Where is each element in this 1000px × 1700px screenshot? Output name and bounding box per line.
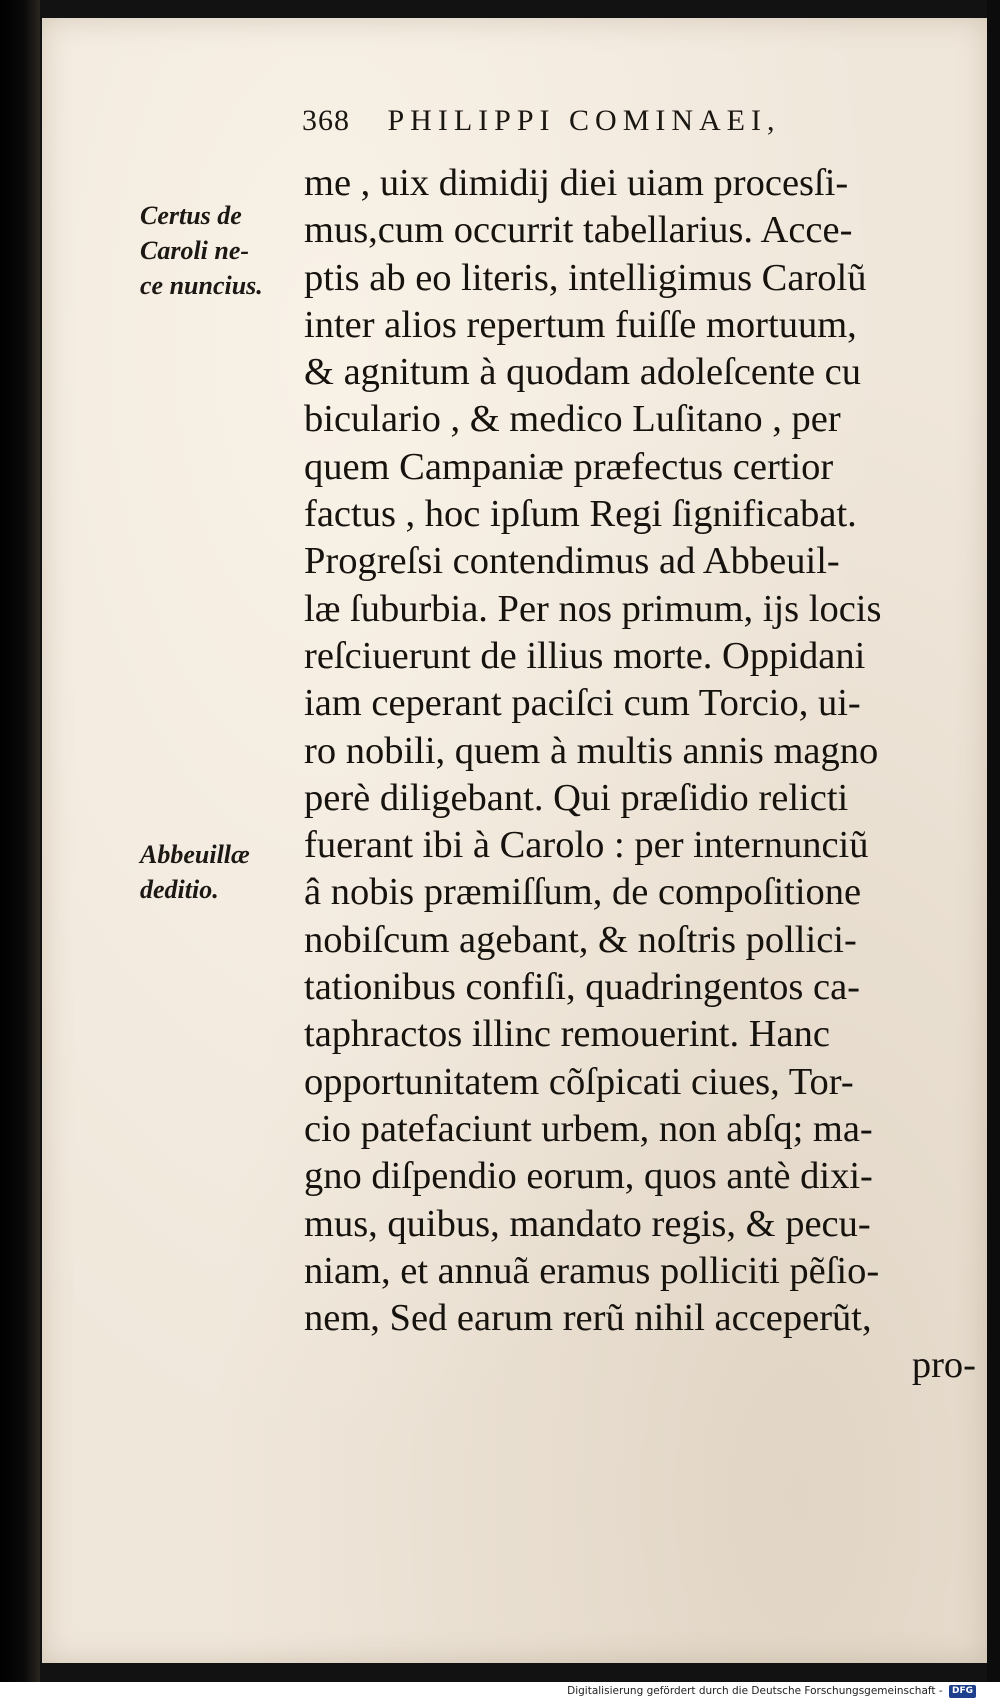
text-line: & agnitum à quodam adoleſcente cu — [304, 351, 861, 394]
text-line: perè diligebant. Qui præſidio relicti — [304, 776, 849, 819]
text-line: gno diſpendio eorum, quos antè dixi- — [304, 1155, 873, 1198]
margin-note-line: Abbeuillæ — [140, 840, 250, 869]
margin-note-line: Caroli ne- — [140, 236, 250, 265]
text-line: opportunitatem cõſpicati ciues, Tor- — [304, 1060, 854, 1103]
margin-note-abbeville — [140, 837, 250, 907]
text-line: tationibus confiſi, quadringentos ca- — [304, 966, 860, 1009]
footer-credit-text: Digitalisierung gefördert durch die Deutsche Forschungsgemeinschaft - — [567, 1685, 943, 1697]
text-line: nobiſcum agebant, & noſtris pollici- — [304, 918, 857, 961]
text-line: ptis ab eo literis, intelligimus Carolũ — [304, 256, 867, 299]
margin-note-line: Certus de — [140, 201, 242, 230]
dfg-logo-icon: DFG — [949, 1685, 976, 1698]
margin-note-death-news — [140, 198, 263, 303]
digitization-footer — [0, 1682, 1000, 1700]
text-line: cio patefaciunt urbem, non abſq; ma- — [304, 1107, 873, 1150]
text-line: ro nobili, quem à multis annis magno — [304, 729, 879, 772]
text-line: mus,cum occurrit tabellarius. Acce- — [304, 209, 853, 252]
text-line: niam, et annuã eramus polliciti pẽſio- — [304, 1249, 880, 1292]
body-text — [304, 160, 984, 1390]
page-number: 368 — [302, 104, 350, 137]
margin-note-line: deditio. — [140, 875, 219, 904]
text-line: fuerant ibi à Carolo : per internunciũ — [304, 824, 869, 867]
text-line: iam ceperant paciſci cum Torcio, ui- — [304, 682, 861, 725]
text-line: me , uix dimidij diei uiam procesſi- — [304, 162, 849, 204]
text-line: biculario , & medico Luſitano , per — [304, 398, 841, 441]
book-binding-edge — [0, 0, 40, 1682]
running-title: PHILIPPI COMINAEI, — [387, 104, 781, 137]
text-line: inter alios repertum fuiſſe mortuum, — [304, 303, 857, 346]
running-head — [302, 104, 902, 138]
margin-note-line: ce nuncius. — [140, 271, 263, 300]
text-line: quem Campaniæ præfectus certior — [304, 445, 834, 488]
scan-right-edge — [987, 0, 1000, 1682]
footer-credit — [567, 1682, 976, 1700]
text-line: taphractos illinc remouerint. Hanc — [304, 1013, 830, 1056]
text-line: â nobis præmiſſum, de compoſitione — [304, 871, 862, 914]
text-line: læ ſuburbia. Per nos primum, ijs locis — [304, 587, 882, 630]
catchword: pro- — [911, 1344, 976, 1387]
text-line: nem, Sed earum rerũ nihil acceperũt, — [304, 1297, 872, 1340]
text-line: mus, quibus, mandato regis, & pecu- — [304, 1202, 871, 1245]
text-line: Progreſsi contendimus ad Abbeuil- — [304, 540, 840, 583]
text-line: reſciuerunt de illius morte. Oppidani — [304, 634, 866, 677]
text-line: factus , hoc ipſum Regi ſignificabat. — [304, 493, 857, 536]
